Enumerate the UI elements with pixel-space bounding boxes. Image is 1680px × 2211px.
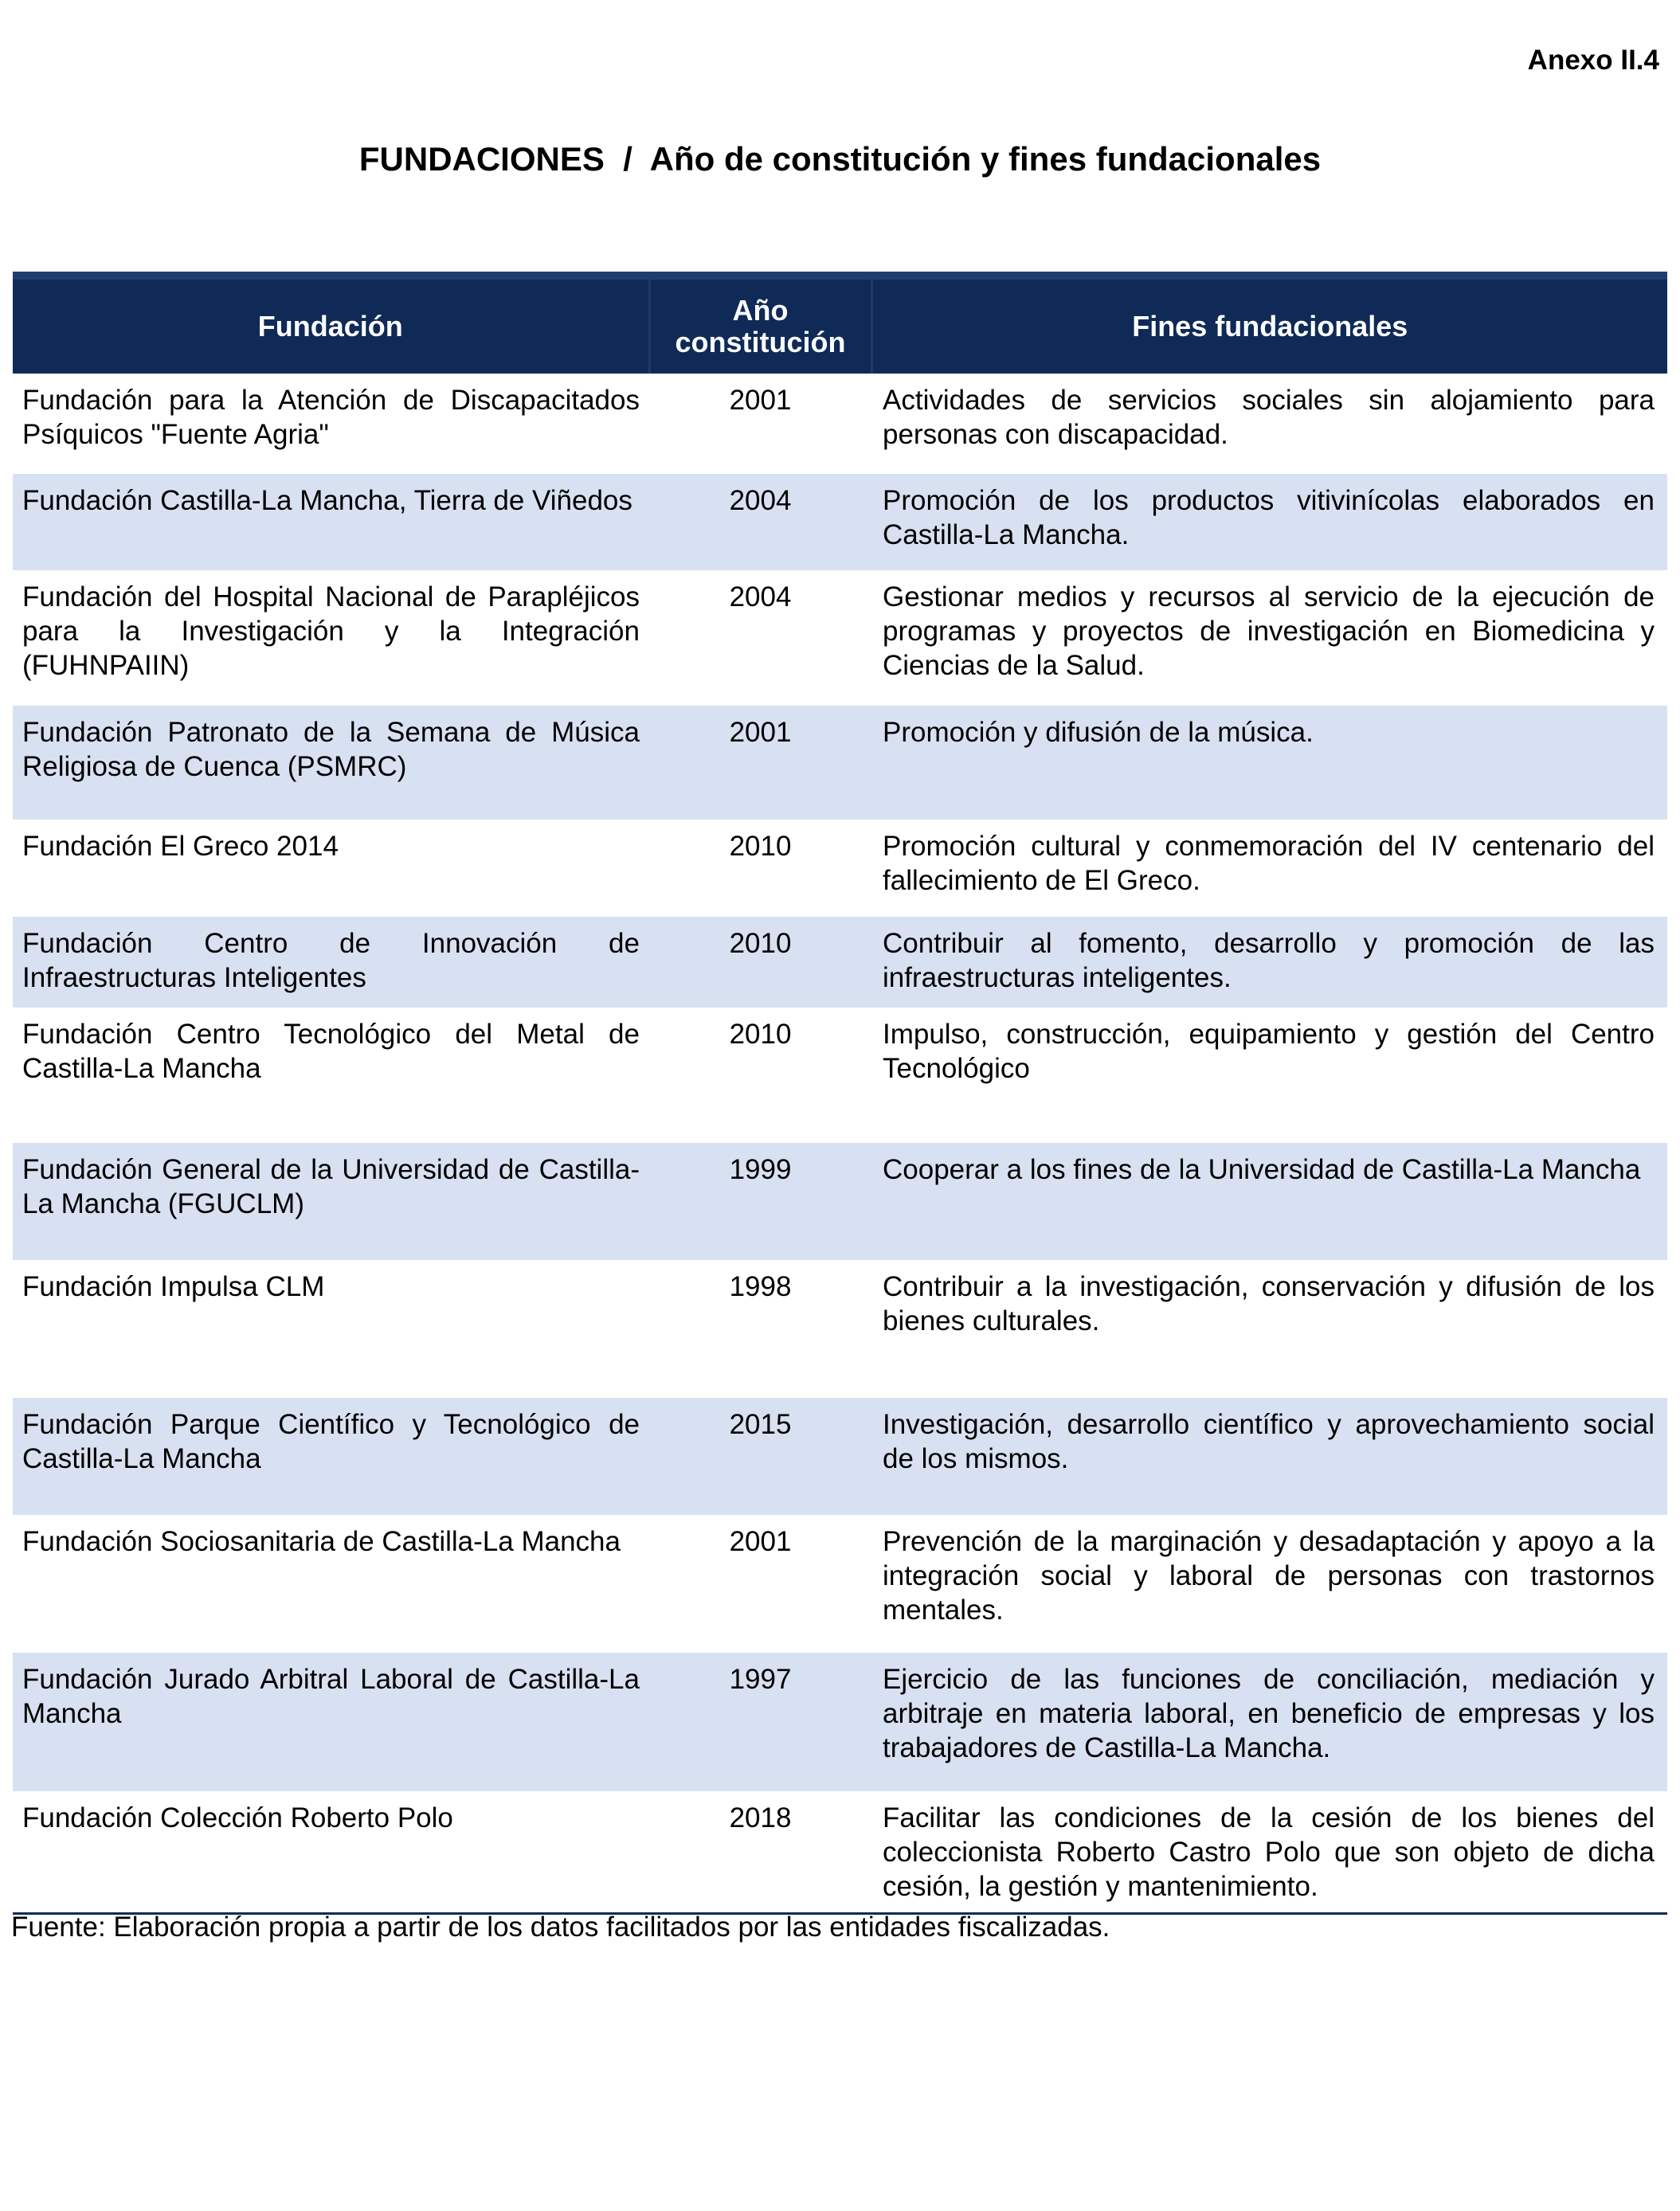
cell-year: 2015 (649, 1398, 871, 1515)
cell-year: 2010 (649, 917, 871, 1008)
cell-foundation-name: Fundación Centro Tecnológico del Metal de Castilla-La Mancha (22, 1019, 640, 1084)
column-header-purpose: Fines fundacionales (871, 276, 1667, 374)
cell-foundation-name: Fundación Centro de Innovación de Infraestructuras Inteligentes (13, 917, 649, 1008)
cell-purpose: Promoción cultural y conmemoración del IV centenario del fallecimiento de El Greco. (883, 831, 1655, 896)
cell-year: 1999 (649, 1143, 871, 1260)
cell-purpose: Contribuir a la investigación, conservación y difusión de los bienes culturales. (883, 1271, 1655, 1336)
cell-foundation-name: Fundación Patronato de la Semana de Música Religiosa de Cuenca (PSMRC) (13, 706, 649, 820)
table-row (13, 820, 1667, 917)
cell-year: 2001 (649, 706, 871, 820)
cell-purpose: Promoción y difusión de la música. (871, 706, 1667, 820)
column-header-year-line1: Año (732, 294, 789, 327)
table-row (13, 1143, 1667, 1260)
cell-year: 2004 (729, 581, 792, 612)
table-row (13, 474, 1667, 570)
table-row (13, 374, 1667, 474)
source-note: Fuente: Elaboración propia a partir de los datos facilitados por las entidades fiscalizadas. (11, 1912, 1110, 1943)
cell-foundation-name: Fundación Sociosanitaria de Castilla-La Mancha (22, 1526, 621, 1557)
table-header-row (13, 276, 1667, 374)
cell-purpose: Prevención de la marginación y desadaptación y apoyo a la integración social y laboral de personas con trastornos mentales. (883, 1526, 1655, 1626)
cell-foundation-name: Fundación El Greco 2014 (22, 831, 339, 862)
cell-year: 2001 (729, 385, 792, 416)
foundations-table (13, 272, 1667, 1915)
cell-purpose: Contribuir al fomento, desarrollo y promoción de las infraestructuras inteligentes. (871, 917, 1667, 1008)
cell-purpose: Investigación, desarrollo científico y aprovechamiento social de los mismos. (871, 1398, 1667, 1515)
column-header-year (649, 276, 871, 374)
cell-purpose: Gestionar medios y recursos al servicio de la ejecución de programas y proyectos de investigación en Biomedicina y Ciencias de la Salud. (883, 581, 1655, 681)
cell-foundation-name: Fundación General de la Universidad de Castilla-La Mancha (FGUCLM) (13, 1143, 649, 1260)
cell-year: 2010 (729, 831, 792, 862)
cell-year: 2018 (649, 1791, 871, 1913)
cell-foundation-name: Fundación del Hospital Nacional de Parapléjicos para la Investigación y la Integración (FUHNPAIIN) (22, 581, 640, 681)
cell-purpose: Actividades de servicios sociales sin alojamiento para personas con discapacidad. (883, 385, 1655, 450)
cell-purpose: Facilitar las condiciones de la cesión de los bienes del coleccionista Roberto Castro Polo que son objeto de dicha cesión, la gestión y mantenimiento. (871, 1791, 1667, 1913)
annex-label: Anexo II.4 (1527, 45, 1659, 76)
table-row (13, 1791, 1667, 1913)
cell-purpose: Promoción de los productos vitivinícolas elaborados en Castilla-La Mancha. (871, 474, 1667, 570)
cell-year: 2010 (729, 1019, 792, 1050)
cell-purpose: Impulso, construcción, equipamiento y gestión del Centro Tecnológico (883, 1019, 1655, 1084)
table-row (13, 1515, 1667, 1653)
column-header-year-line2: constitución (675, 326, 846, 358)
cell-foundation-name: Fundación Jurado Arbitral Laboral de Castilla-La Mancha (13, 1653, 649, 1791)
table-row (13, 917, 1667, 1008)
cell-foundation-name: Fundación Colección Roberto Polo (13, 1791, 649, 1913)
cell-foundation-name: Fundación Parque Científico y Tecnológico de Castilla-La Mancha (13, 1398, 649, 1515)
cell-purpose: Cooperar a los fines de la Universidad de Castilla-La Mancha (871, 1143, 1667, 1260)
table-row (13, 1008, 1667, 1143)
cell-year: 1998 (729, 1271, 792, 1302)
table-row (13, 1653, 1667, 1791)
table-row (13, 1260, 1667, 1398)
cell-year: 2001 (729, 1526, 792, 1557)
table-row (13, 570, 1667, 706)
cell-year: 1997 (649, 1653, 871, 1791)
page-title: FUNDACIONES / Año de constitución y fines fundacionales (358, 140, 1322, 178)
column-header-foundation: Fundación (13, 276, 649, 374)
cell-purpose: Ejercicio de las funciones de conciliación, mediación y arbitraje en materia laboral, en beneficio de empresas y los trabajadores de Castilla-La Mancha. (871, 1653, 1667, 1791)
table-row (13, 1398, 1667, 1515)
cell-foundation-name: Fundación Castilla-La Mancha, Tierra de Viñedos (13, 474, 649, 570)
cell-foundation-name: Fundación para la Atención de Discapacitados Psíquicos "Fuente Agria" (22, 385, 640, 450)
table-row (13, 706, 1667, 820)
cell-foundation-name: Fundación Impulsa CLM (22, 1271, 325, 1302)
cell-year: 2004 (649, 474, 871, 570)
